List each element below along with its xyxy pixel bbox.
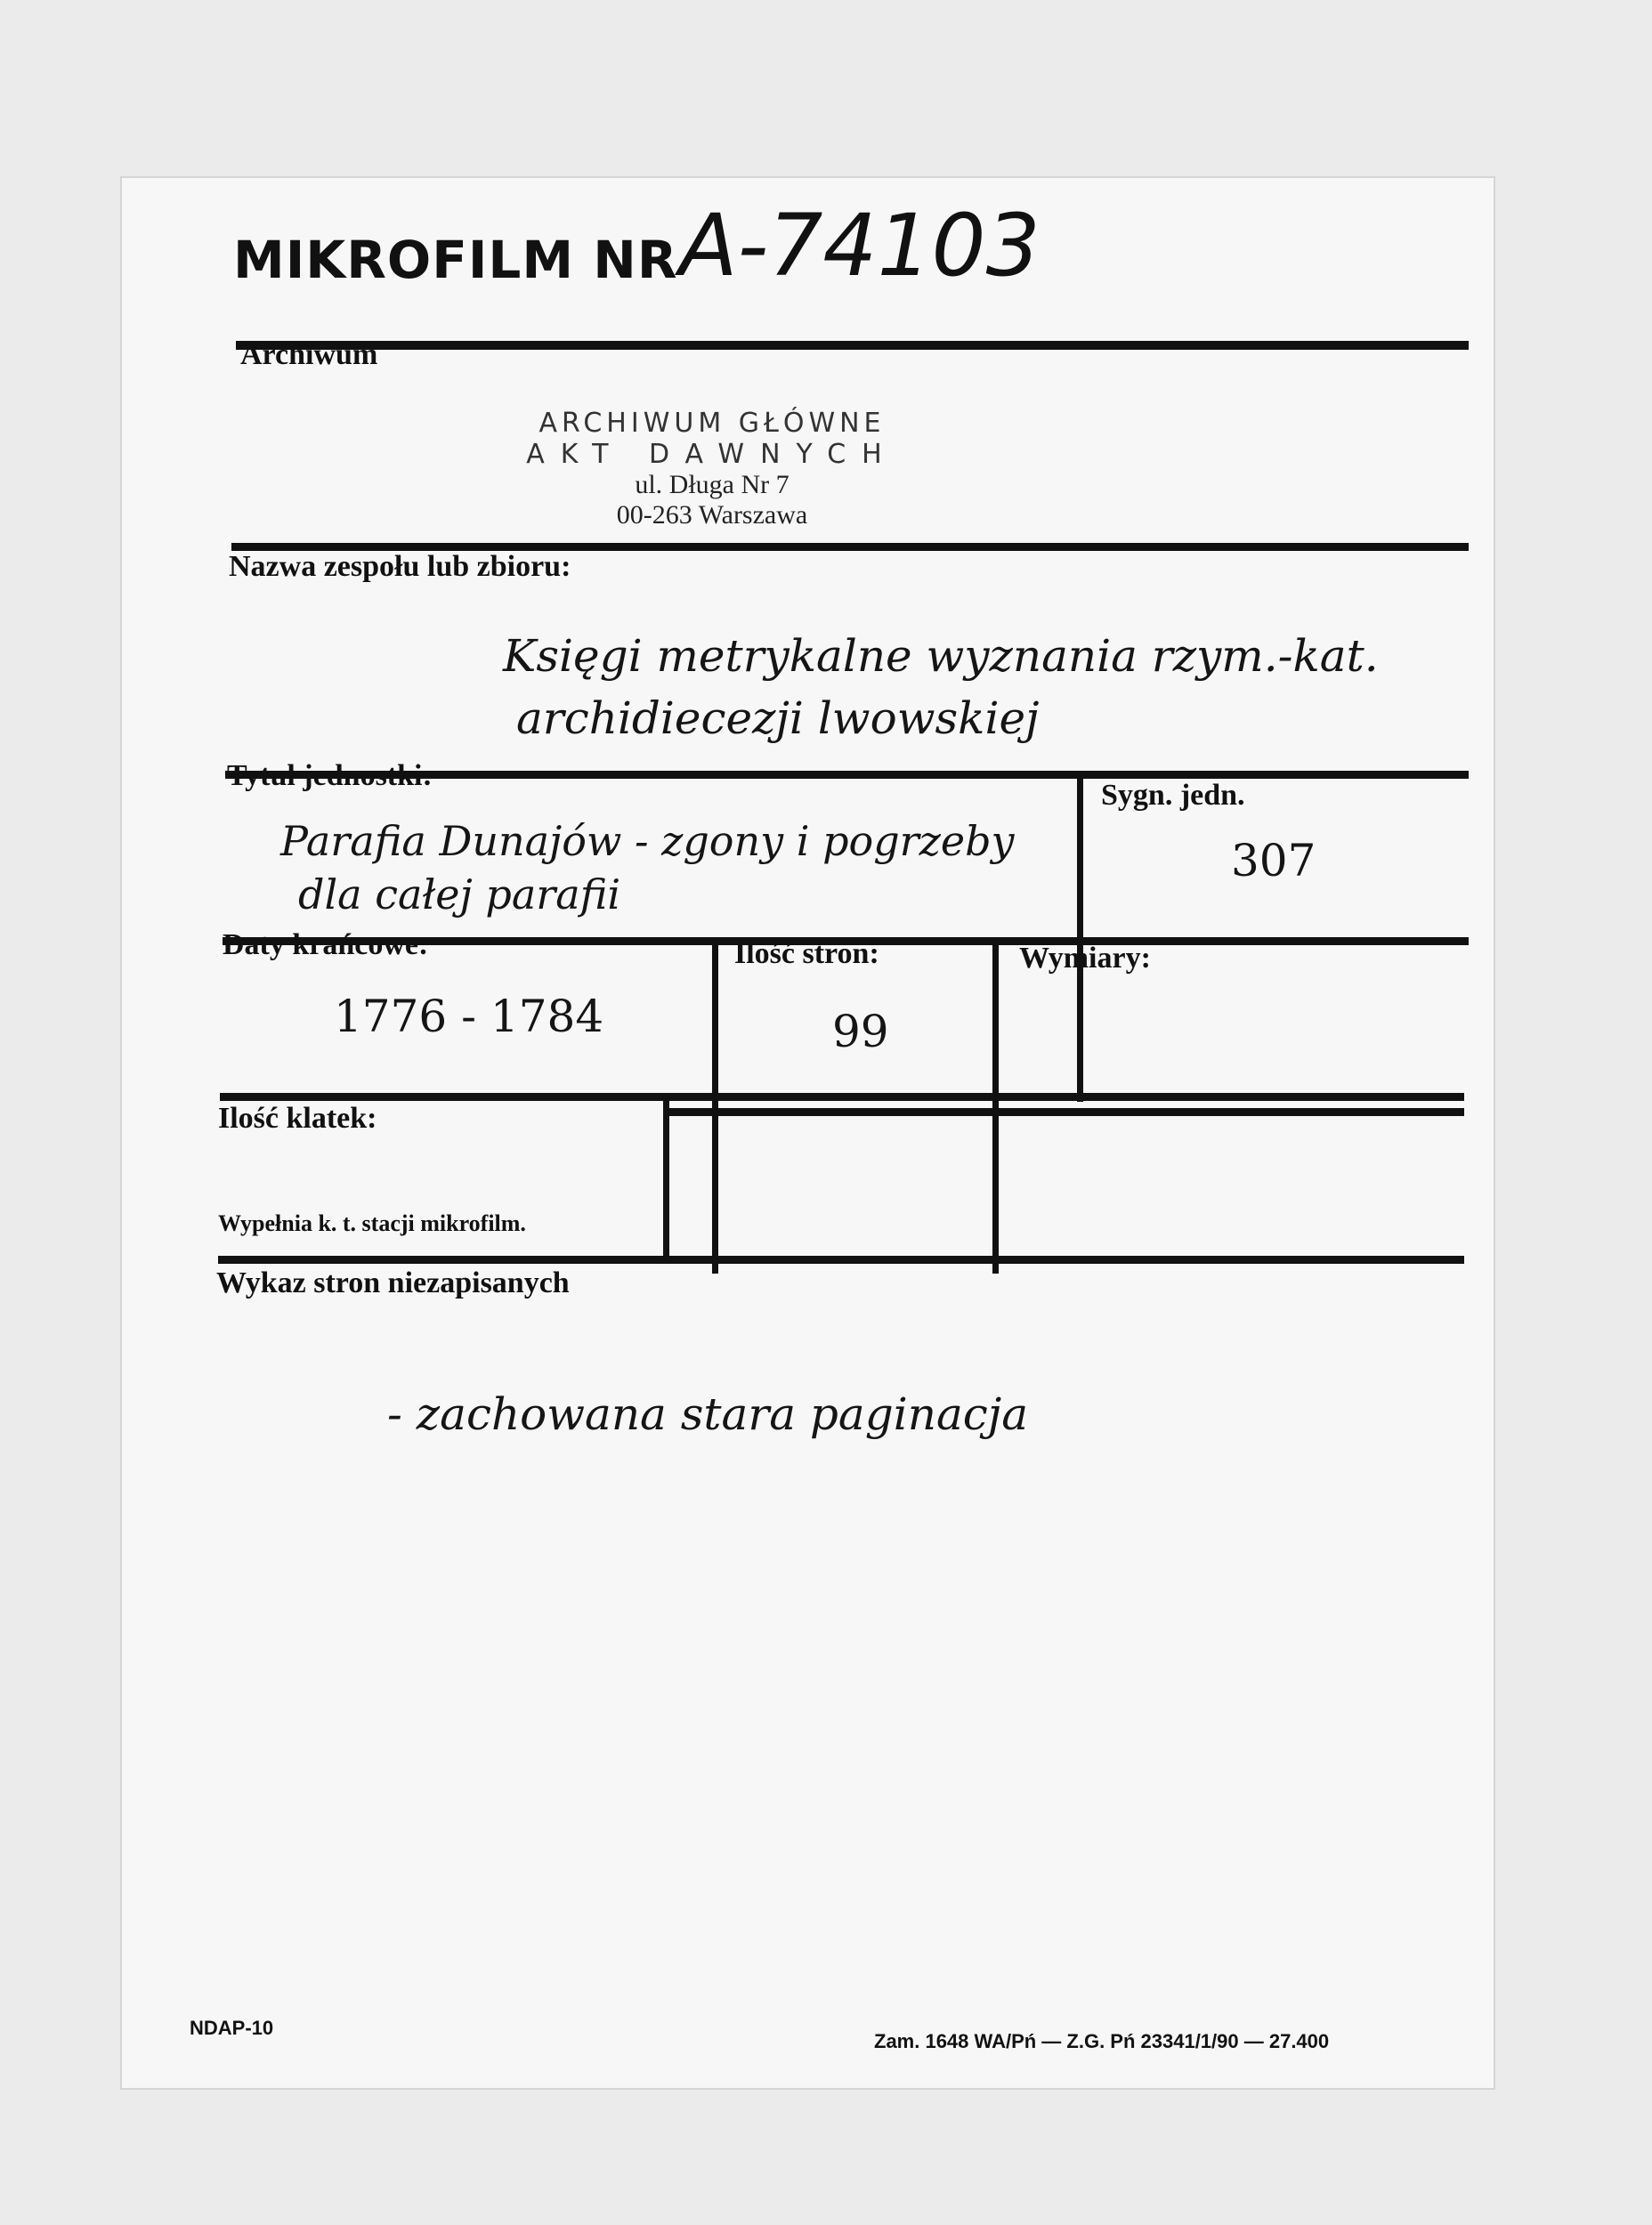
unit-title-value-line-2: dla całej parafii [298, 870, 621, 918]
blank-pages-note: - zachowana stara paginacja [387, 1388, 1029, 1440]
archive-stamp [463, 408, 961, 530]
stamp-line-3: ul. Długa Nr 7 [635, 470, 790, 499]
unit-title-label: Tytuł jednostki: [227, 759, 433, 792]
dates-value: 1776 - 1784 [334, 991, 604, 1042]
divider [992, 937, 999, 1274]
divider [236, 341, 1469, 350]
divider [218, 1256, 1464, 1264]
collection-label: Nazwa zespołu lub zbioru: [229, 550, 571, 583]
collection-value-line-1: Księgi metrykalne wyznania rzym.-kat. [503, 630, 1379, 682]
print-info: Zam. 1648 WA/Pń — Z.G. Pń 23341/1/90 — 27.400 [874, 2030, 1330, 2052]
stamp-line-4: 00-263 Warszawa [616, 500, 808, 530]
divider [712, 937, 718, 1274]
signature-label: Sygn. jedn. [1101, 779, 1245, 812]
collection-value-line-2: archidiecezji lwowskiej [516, 692, 1040, 744]
stamp-line-1: ARCHIWUM GŁÓWNE [539, 408, 886, 439]
unit-title-value-line-1: Parafia Dunajów - zgony i pogrzeby [280, 817, 1015, 865]
archive-label: Archiwum [240, 338, 378, 371]
frames-note: Wypełnia k. t. stacji mikrofilm. [218, 1210, 526, 1236]
signature-value: 307 [1231, 835, 1316, 886]
blank-pages-label: Wykaz stron niezapisanych [216, 1266, 570, 1299]
form-title: MIKROFILM NR [233, 230, 678, 290]
divider [665, 1108, 1464, 1116]
dates-label: Daty krańcowe: [223, 928, 429, 961]
microfilm-number: A-74103 [679, 196, 1041, 295]
pages-value: 99 [832, 1006, 889, 1057]
divider [220, 1093, 1464, 1101]
divider [663, 1093, 669, 1258]
form-code: NDAP-10 [190, 2017, 274, 2039]
microfilm-record-card [120, 176, 1495, 2090]
pages-label: Ilość stron: [734, 937, 879, 970]
dimensions-label: Wymiary: [1019, 942, 1151, 975]
stamp-line-2: AKT DAWNYCH [526, 439, 898, 470]
divider [1077, 771, 1083, 1102]
frames-label: Ilość klatek: [218, 1102, 377, 1135]
